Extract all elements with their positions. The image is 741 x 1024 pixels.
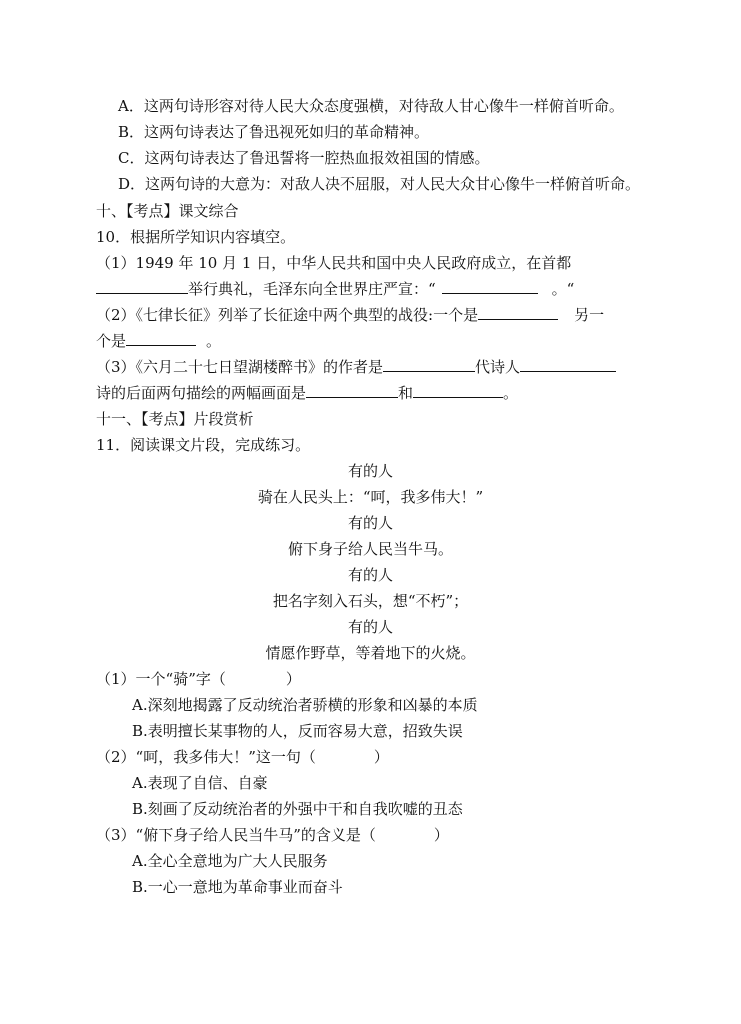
q10-part1-line2 bbox=[96, 279, 574, 299]
q11-sub3-text: （3）“俯下身子给人民当牛马”的含义是（ bbox=[96, 826, 376, 844]
q11-sub2-option-b: B.刻画了反动统治者的外强中干和自我吹嘘的丑态 bbox=[132, 800, 463, 818]
section-10-heading: 十、【考点】课文综合 bbox=[96, 202, 239, 220]
answer-blank[interactable] bbox=[383, 357, 475, 372]
poem-line: 把名字刻入石头，想“不朽”； bbox=[272, 592, 469, 610]
q11-sub2-option-a: A.表现了自信、自豪 bbox=[132, 774, 268, 792]
q10-part3-line2 bbox=[96, 383, 518, 403]
q11-sub1-text: （1）一个“骑”字（ bbox=[96, 670, 226, 688]
q11-sub3-stem bbox=[96, 825, 449, 845]
answer-blank[interactable] bbox=[520, 357, 616, 372]
q10-part2-line2 bbox=[96, 331, 221, 351]
answer-blank[interactable] bbox=[442, 279, 538, 294]
poem-line: 有的人 bbox=[347, 514, 393, 532]
q11-sub1-stem bbox=[96, 669, 301, 689]
q10-part2-line1 bbox=[96, 305, 604, 325]
q10-part3-text: （3）《六月二十七日望湖楼醉书》的作者是 bbox=[96, 358, 384, 376]
q11-sub1-option-a: A.深刻地揭露了反动统治者骄横的形象和凶暴的本质 bbox=[132, 696, 478, 714]
q10-part1-line1: （1）1949 年 10 月 1 日，中华人民共和国中央人民政府成立，在首都 bbox=[96, 254, 572, 272]
section-11-heading: 十一、【考点】片段赏析 bbox=[96, 410, 254, 428]
q10-part1-text: 举行典礼，毛泽东向全世界庄严宣：“ bbox=[188, 280, 436, 298]
q10-part3-text-d: 和 bbox=[398, 384, 414, 402]
q11-sub3-close: ） bbox=[433, 826, 449, 844]
answer-blank[interactable] bbox=[96, 279, 188, 294]
question-10-prompt: 10．根据所学知识内容填空。 bbox=[96, 228, 296, 246]
poem-line: 情愿作野草，等着地下的火烧。 bbox=[265, 644, 476, 662]
q11-sub3-option-a: A.全心全意地为广大人民服务 bbox=[132, 852, 328, 870]
q10-part2-text: （2）《七律长征》列举了长征途中两个典型的战役:一个是 bbox=[96, 306, 479, 324]
poem-line: 骑在人民头上：“呵，我多伟大！” bbox=[257, 488, 484, 506]
q10-part2-end: 。 bbox=[206, 332, 222, 350]
q11-sub1-option-b: B.表明擅长某事物的人，反而容易大意，招致失误 bbox=[132, 722, 463, 740]
q10-part2-text-c: 个是 bbox=[96, 332, 127, 350]
q9-option-c: C．这两句诗表达了鲁迅誓将一腔热血报效祖国的情感。 bbox=[118, 149, 490, 167]
q10-part3-line1 bbox=[96, 357, 616, 377]
poem-line: 有的人 bbox=[347, 566, 393, 584]
q11-sub2-close: ） bbox=[373, 748, 389, 766]
q10-part3-end: 。 bbox=[503, 384, 519, 402]
q11-sub1-close: ） bbox=[285, 670, 301, 688]
poem-line: 有的人 bbox=[347, 462, 393, 480]
answer-blank[interactable] bbox=[478, 305, 558, 320]
answer-blank[interactable] bbox=[306, 383, 398, 398]
q10-part3-text-c: 诗的后面两句描绘的两幅画面是 bbox=[96, 384, 307, 402]
q10-part3-text-b: 代诗人 bbox=[475, 358, 521, 376]
answer-blank[interactable] bbox=[413, 383, 503, 398]
q9-option-d: D．这两句诗的大意为：对敌人决不屈服，对人民大众甘心像牛一样俯首听命。 bbox=[118, 175, 641, 193]
poem-line: 俯下身子给人民当牛马。 bbox=[287, 540, 453, 558]
q9-option-b: B．这两句诗表达了鲁迅视死如归的革命精神。 bbox=[118, 123, 430, 141]
q9-option-a: A．这两句诗形容对待人民大众态度强横，对待敌人甘心像牛一样俯首听命。 bbox=[118, 97, 624, 115]
q11-sub3-option-b: B.一心一意地为革命事业而奋斗 bbox=[132, 878, 343, 896]
q11-sub2-stem bbox=[96, 747, 389, 767]
question-11-prompt: 11．阅读课文片段，完成练习。 bbox=[96, 436, 311, 454]
answer-blank[interactable] bbox=[126, 331, 196, 346]
q10-part2-text-b: 另一 bbox=[574, 306, 605, 324]
q10-part1-end: 。“ bbox=[551, 280, 575, 298]
poem-line: 有的人 bbox=[347, 618, 393, 636]
q11-sub2-text: （2）“呵，我多伟大！”这一句（ bbox=[96, 748, 316, 766]
